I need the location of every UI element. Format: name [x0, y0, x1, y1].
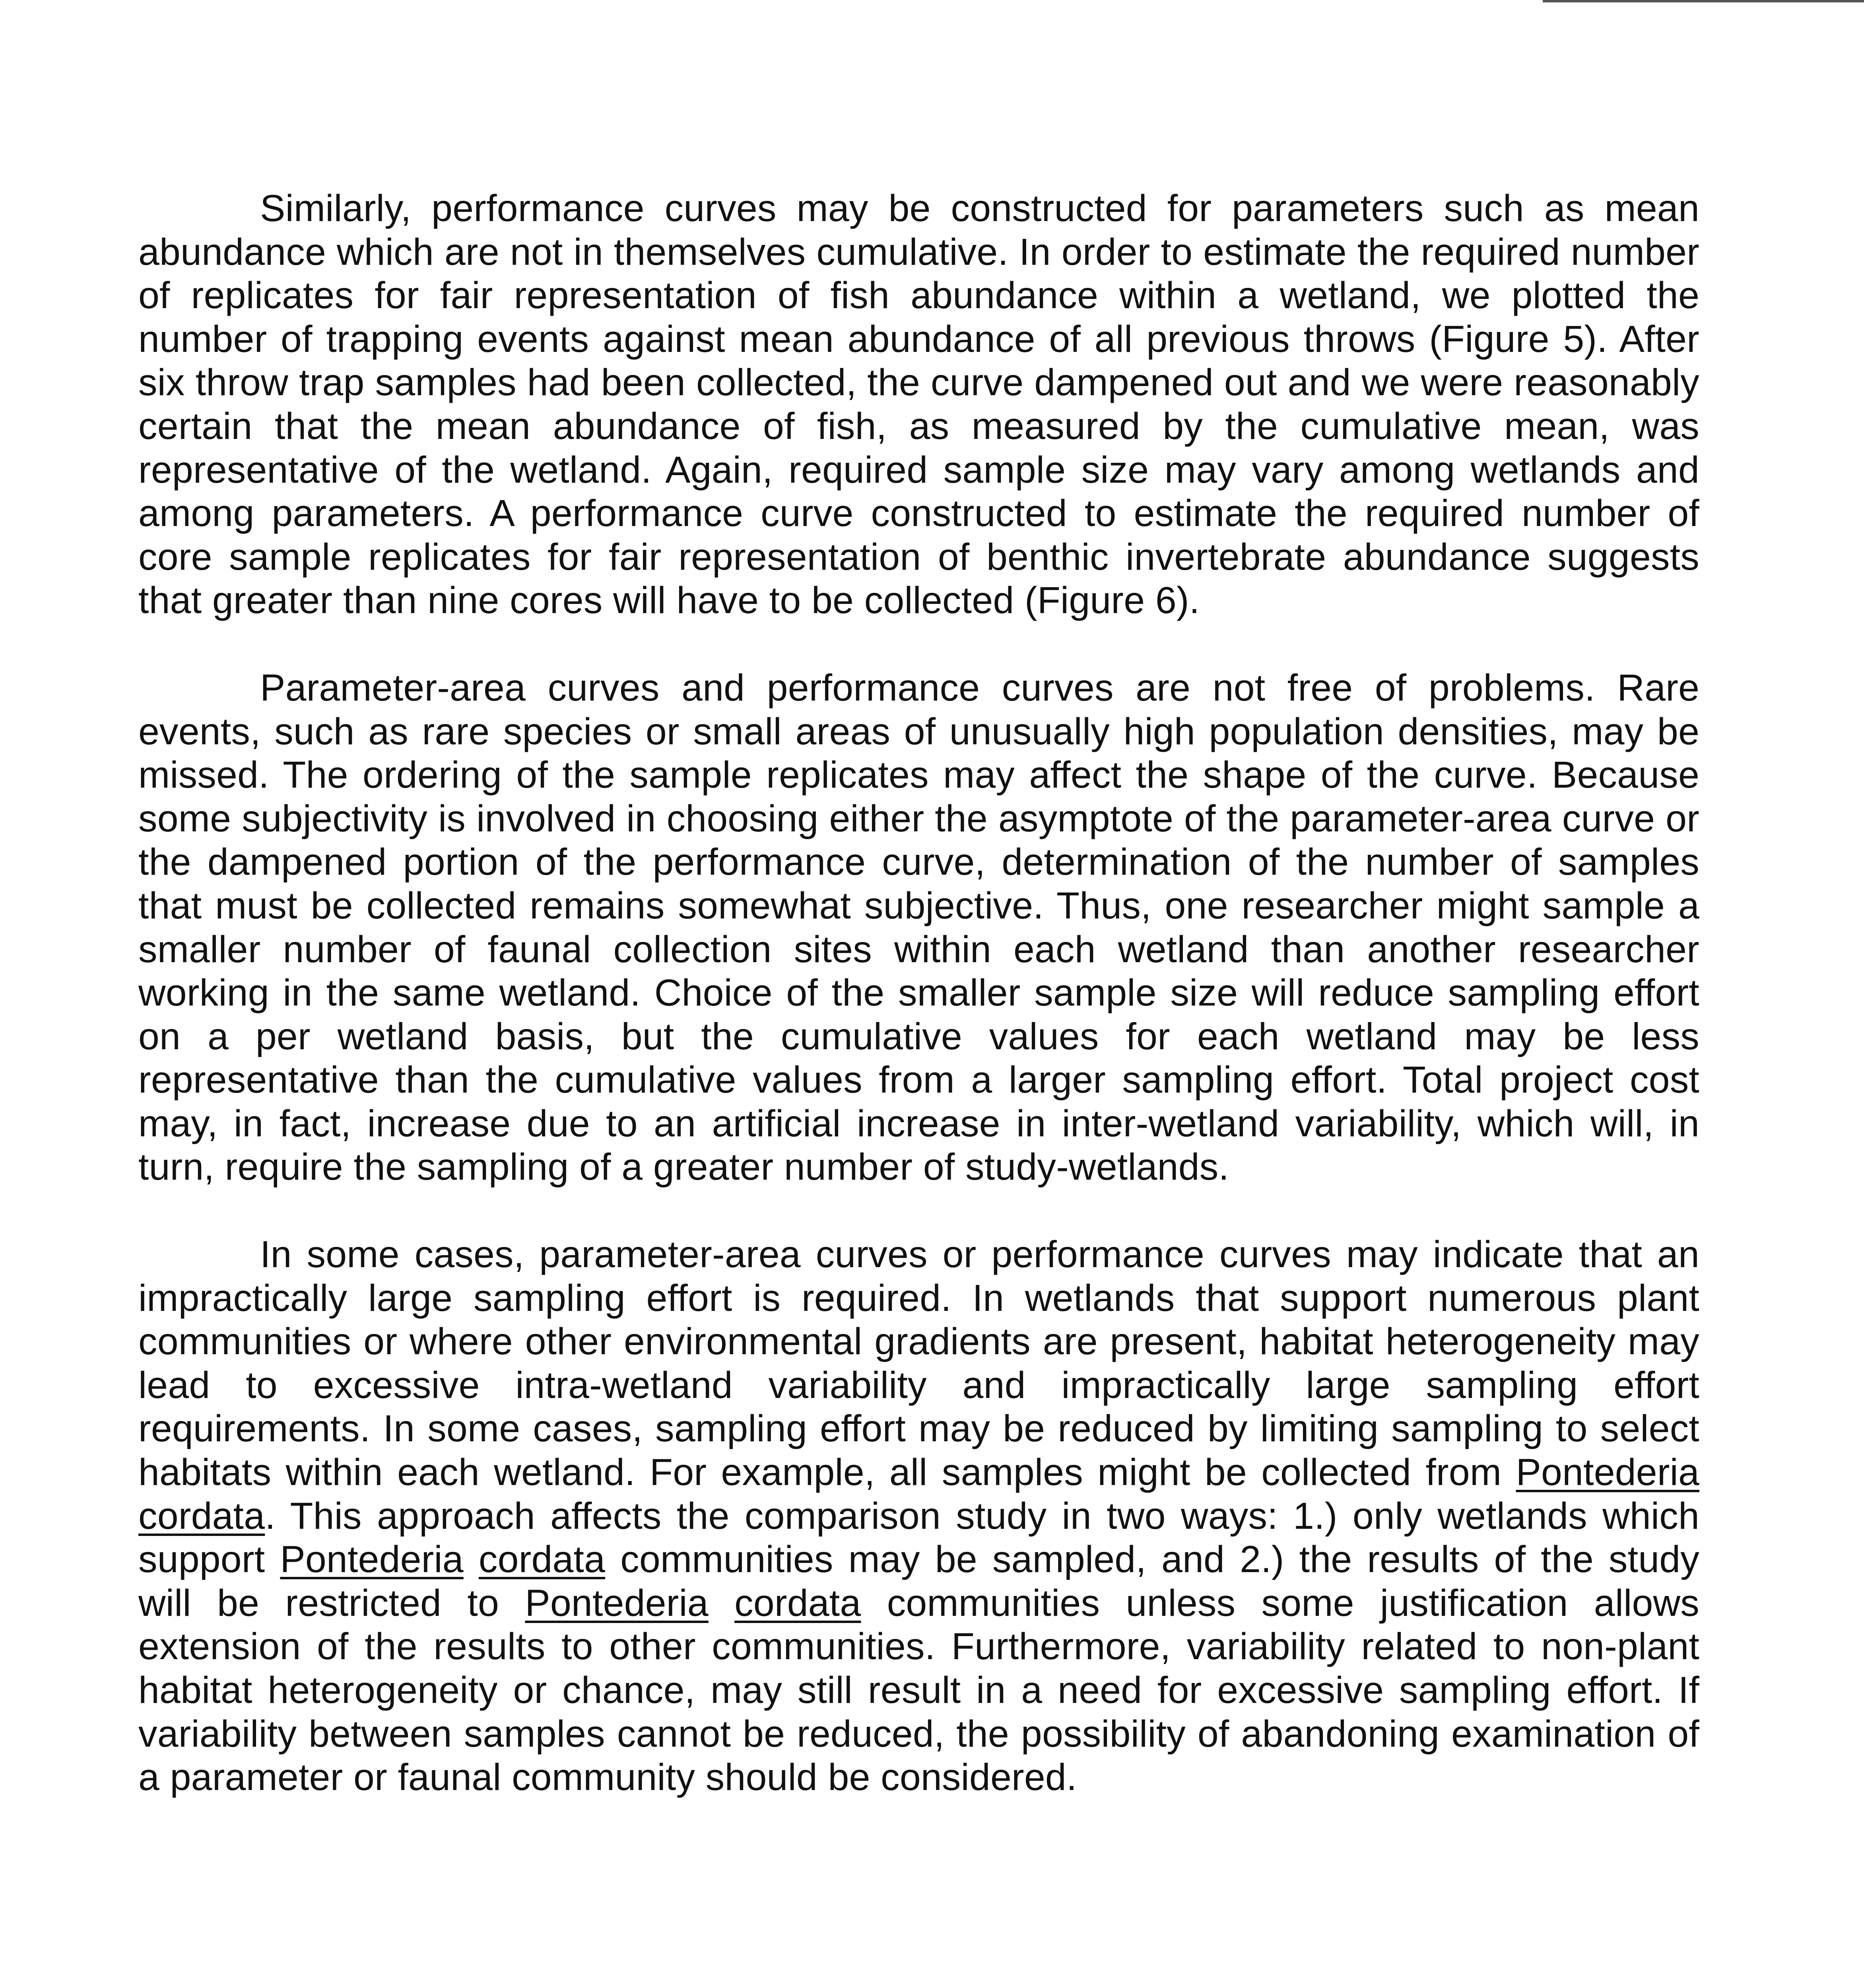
species-name-genus: Pontederia — [1516, 1451, 1699, 1494]
text-segment: communities may be sampled, and 2.) the results of the study will be restricted to — [138, 1538, 1699, 1624]
text-segment: communities unless some justification allows extension of the results to other communities. Furthermore, variability related to non-plant habitat heterogeneity or chance, may still result in a need for excessive sampling effort. If variability between samples cannot be reduced, the possibility of abandoning examination of a parameter or faunal community should be considered. — [138, 1582, 1699, 1799]
paragraph-performance-curves: Similarly, performance curves may be constructed for parameters such as mean abundance which are not in themselves cumulative. In order to estimate the required number of replicates for fair representation of fish abundance within a wetland, we plotted the number of trapping events against mean abundance of all previous throws (Figure 5). After six throw trap samples had been collected, the curve dampened out and we were reasonably certain that the mean abundance of fish, as measured by the cumulative mean, was representative of the wetland. Again, required sample size may vary among wetlands and among parameters. A performance curve constructed to estimate the required number of core sample replicates for fair representation of benthic invertebrate abundance suggests that greater than nine cores will have to be collected (Figure 6). — [138, 187, 1699, 622]
text-segment: In some cases, parameter-area curves or performance curves may indicate that an impractically large sampling effort is required. In wetlands that support numerous plant communities or where other environmental gradients are present, habitat heterogeneity may lead to excessive intra-wetland variability and impractically large sampling effort requirements. In some cases, sampling effort may be reduced by limiting sampling to select habitats within each wetland. For example, all samples might be collected from — [138, 1233, 1699, 1494]
species-name-epithet: cordata — [478, 1538, 606, 1581]
species-name-genus: Pontederia — [280, 1538, 464, 1581]
scan-edge-rule — [1543, 0, 1864, 2]
text-segment: . This approach affects the comparison study in two ways: 1.) only wetlands which support — [138, 1495, 1699, 1581]
paragraph-curve-problems: Parameter-area curves and performance curves are not free of problems. Rare events, such as rare species or small areas of unusually high population densities, may be missed. The ordering of the sample replicates may affect the shape of the curve. Because some subjectivity is involved in choosing either the asymptote of the parameter-area curve or the dampened portion of the performance curve, determination of the number of samples that must be collected remains somewhat subjective. Thus, one researcher might sample a smaller number of faunal collection sites within each wetland than another researcher working in the same wetland. Choice of the smaller sample size will reduce sampling effort on a per wetland basis, but the cumulative values for each wetland may be less representative than the cumulative values from a larger sampling effort. Total project cost may, in fact, increase due to an artificial increase in inter-wetland variability, which will, in turn, require the sampling of a greater number of study-wetlands. — [138, 666, 1699, 1188]
species-name-epithet: cordata — [138, 1495, 265, 1537]
body-text — [138, 187, 1699, 1800]
paragraph-sampling-effort — [138, 1233, 1699, 1800]
species-name-epithet: cordata — [734, 1582, 861, 1624]
species-name-genus: Pontederia — [525, 1582, 709, 1624]
